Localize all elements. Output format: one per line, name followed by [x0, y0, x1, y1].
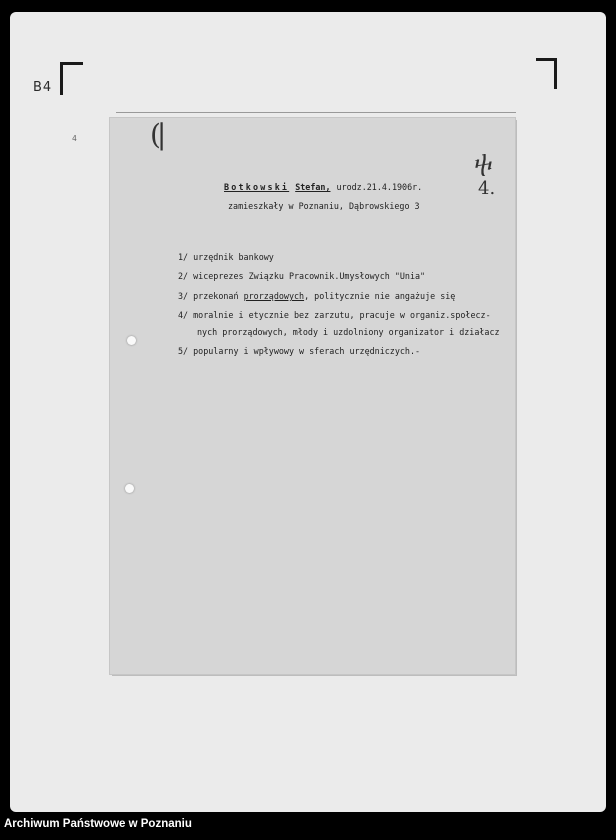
- frame-label: B4: [33, 80, 53, 95]
- item-number: 3/: [178, 291, 189, 301]
- surname: Botkowski: [224, 182, 290, 192]
- item-text: urzędnik bankowy: [193, 252, 274, 262]
- small-mark: 4: [72, 134, 77, 143]
- pencil-mark: (|: [150, 118, 163, 151]
- pencil-number: 4.: [478, 178, 496, 199]
- crop-mark-left: [60, 62, 83, 95]
- punch-hole: [125, 484, 134, 493]
- given-name: Stefan,: [295, 182, 331, 192]
- punch-hole: [127, 336, 136, 345]
- archive-name: Archiwum Państwowe w Poznaniu: [4, 818, 192, 830]
- list-item: [178, 310, 491, 320]
- item-text-underlined: prorządowych: [243, 291, 305, 301]
- item-text: wiceprezes Związku Pracownik.Umysłowych "Unia": [193, 271, 426, 281]
- item-text: przekonań: [193, 291, 244, 301]
- address: zamieszkały w Poznaniu, Dąbrowskiego 3: [228, 201, 420, 211]
- item-text: moralnie i etycznie bez zarzutu, pracuje w organiz.społecz-: [193, 310, 491, 320]
- list-item: [178, 252, 274, 262]
- item-text: popularny i wpływowy w sferach urzędniczych.-: [193, 346, 421, 356]
- list-item: [178, 271, 425, 281]
- birth-date: urodz.21.4.1906r.: [336, 182, 423, 192]
- list-item: [178, 291, 455, 301]
- list-item: [178, 346, 420, 356]
- item-number: 1/: [178, 252, 189, 262]
- item-number: 4/: [178, 310, 189, 320]
- item-text: , politycznie nie angażuje się: [304, 291, 456, 301]
- list-item-continuation: nych prorządowych, młody i uzdolniony organizator i działacz: [197, 327, 500, 337]
- document-heading: [224, 182, 422, 192]
- pencil-mark: ⴕ: [474, 152, 493, 177]
- item-number: 2/: [178, 271, 189, 281]
- item-number: 5/: [178, 346, 189, 356]
- crop-mark-right: [536, 58, 557, 89]
